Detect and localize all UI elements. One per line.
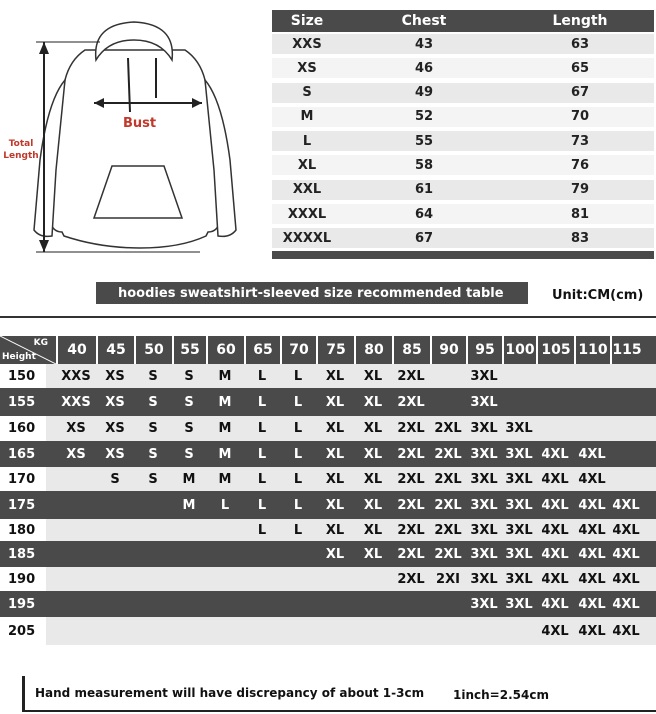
size-recommendation-cell xyxy=(316,617,354,645)
kg-header-70: 70 xyxy=(280,336,316,364)
kg-header-50: 50 xyxy=(134,336,172,364)
size-recommendation-cell: S xyxy=(148,471,158,487)
size-recommendation-cell: 4XL xyxy=(612,497,640,513)
size-recommendation-cell xyxy=(280,541,316,567)
row-spacer xyxy=(46,491,56,519)
size-recommendation-cell: M xyxy=(218,421,232,436)
row-spacer xyxy=(46,441,56,467)
size-recommendation-cell: XS xyxy=(105,394,125,410)
size-recommendation-cell xyxy=(56,519,96,541)
size-recommendation-cell: 3XL xyxy=(505,522,533,538)
size-recommendation-cell xyxy=(280,617,316,645)
size-recommendation-cell xyxy=(206,541,244,567)
size-recommendation-cell: 4XL xyxy=(541,471,569,487)
size-recommendation-cell xyxy=(536,416,574,441)
size-recommendation-cell: S xyxy=(148,446,158,462)
size-recommendation-cell: 3XL xyxy=(470,446,498,462)
size-recommendation-cell: 3XL xyxy=(505,497,533,513)
height-label: 150 xyxy=(0,364,46,388)
size-recommendation-cell: L xyxy=(293,368,303,384)
size-recommendation-cell: 4XL xyxy=(541,522,569,538)
size-recommendation-cell: 4XL xyxy=(578,522,606,538)
size-recommendation-cell: 4XL xyxy=(578,497,606,513)
length-cell: 67 xyxy=(506,83,654,103)
size-recommendation-cell xyxy=(134,491,172,519)
size-chart-table xyxy=(272,10,654,259)
size-recommendation-cell xyxy=(56,467,96,491)
size-recommendation-cell: M xyxy=(218,368,232,384)
size-recommendation-cell: 4XL xyxy=(612,546,640,562)
size-recommendation-cell xyxy=(610,416,642,441)
size-cell: XL xyxy=(272,155,342,175)
size-recommendation-cell: L xyxy=(293,471,303,487)
size-cell: M xyxy=(272,107,342,127)
size-recommendation-cell: 4XL xyxy=(612,596,640,612)
size-recommendation-cell: L xyxy=(293,522,303,538)
header-length: Length xyxy=(552,13,608,29)
row-spacer xyxy=(46,467,56,491)
size-recommendation-cell xyxy=(316,567,354,591)
size-recommendation-cell: 4XL xyxy=(612,571,640,587)
size-recommendation-cell xyxy=(56,541,96,567)
height-row xyxy=(0,416,656,441)
size-recommendation-cell: XS xyxy=(66,421,86,436)
size-recommendation-cell: 4XL xyxy=(541,546,569,562)
size-recommendation-cell xyxy=(610,364,642,388)
size-recommendation-cell xyxy=(96,519,134,541)
size-recommendation-cell: 4XL xyxy=(578,596,606,612)
size-recommendation-cell: 3XL xyxy=(505,546,533,562)
chest-cell: 46 xyxy=(342,58,506,78)
size-recommendation-cell: M xyxy=(182,497,196,513)
size-recommendation-cell xyxy=(134,617,172,645)
divider xyxy=(0,316,656,318)
size-recommendation-cell: L xyxy=(220,497,230,513)
size-recommendation-cell xyxy=(96,617,134,645)
size-recommendation-cell xyxy=(172,591,206,617)
size-recommendation-cell xyxy=(316,591,354,617)
size-cell: XS xyxy=(272,58,342,78)
size-recommendation-cell: M xyxy=(218,394,232,410)
height-row xyxy=(0,567,656,591)
size-recommendation-cell: XL xyxy=(325,497,345,513)
size-recommendation-cell xyxy=(134,567,172,591)
height-row xyxy=(0,491,656,519)
size-recommendation-cell: L xyxy=(293,497,303,513)
size-recommendation-cell: 2XL xyxy=(434,471,462,487)
length-cell: 63 xyxy=(506,34,654,54)
size-recommendation-cell: S xyxy=(148,421,158,436)
size-row xyxy=(272,81,654,105)
height-label: 160 xyxy=(0,416,46,441)
size-recommendation-cell: 2XI xyxy=(436,571,460,587)
kg-header-85: 85 xyxy=(392,336,430,364)
kg-header-80: 80 xyxy=(354,336,392,364)
size-cell: XXL xyxy=(272,180,342,200)
kg-header-115: 115 xyxy=(610,336,642,364)
size-recommendation-cell xyxy=(574,388,610,416)
size-recommendation-cell xyxy=(502,364,536,388)
size-recommendation-cell xyxy=(574,364,610,388)
size-recommendation-cell: 3XL xyxy=(470,471,498,487)
size-recommendation-cell: 4XL xyxy=(541,571,569,587)
size-recommendation-cell: 2XL xyxy=(397,394,425,410)
size-recommendation-cell xyxy=(244,567,280,591)
size-recommendation-cell: 2XL xyxy=(434,446,462,462)
size-recommendation-cell: 2XL xyxy=(397,368,425,384)
header-chest: Chest xyxy=(401,13,447,29)
size-recommendation-cell: 2XL xyxy=(397,446,425,462)
kg-header-105: 105 xyxy=(536,336,574,364)
size-recommendation-cell: 2XL xyxy=(397,497,425,513)
size-recommendation-cell: 3XL xyxy=(505,471,533,487)
size-recommendation-cell: XXS xyxy=(61,394,91,410)
size-recommendation-cell: 4XL xyxy=(612,522,640,538)
size-recommendation-cell: S xyxy=(184,446,194,462)
kg-header-45: 45 xyxy=(96,336,134,364)
size-recommendation-cell: L xyxy=(257,497,267,513)
footer-note xyxy=(22,676,656,712)
size-recommendation-cell xyxy=(172,519,206,541)
size-recommendation-cell xyxy=(392,617,430,645)
kg-header-75: 75 xyxy=(316,336,354,364)
height-label: 175 xyxy=(0,491,46,519)
size-recommendation-cell xyxy=(610,441,642,467)
kg-header-65: 65 xyxy=(244,336,280,364)
size-recommendation-cell: S xyxy=(184,394,194,410)
size-recommendation-cell: XL xyxy=(363,446,383,462)
height-row xyxy=(0,441,656,467)
row-spacer xyxy=(46,541,56,567)
size-recommendation-cell xyxy=(354,567,392,591)
size-recommendation-cell xyxy=(206,617,244,645)
size-recommendation-cell: S xyxy=(110,471,120,487)
height-label: 165 xyxy=(0,441,46,467)
kg-header-90: 90 xyxy=(430,336,466,364)
header-size: Size xyxy=(290,13,324,29)
height-row xyxy=(0,467,656,491)
size-row xyxy=(272,226,654,250)
size-recommendation-cell xyxy=(134,591,172,617)
size-chart-footer-bar xyxy=(272,251,654,259)
size-recommendation-cell xyxy=(134,541,172,567)
size-recommendation-cell: XL xyxy=(325,446,345,462)
inch-conversion: 1inch=2.54cm xyxy=(453,688,549,702)
chest-cell: 49 xyxy=(342,83,506,103)
size-recommendation-cell: XS xyxy=(105,421,125,436)
row-spacer xyxy=(46,364,56,388)
size-recommendation-cell xyxy=(536,388,574,416)
size-recommendation-cell: 4XL xyxy=(541,596,569,612)
size-recommendation-cell: 4XL xyxy=(541,623,569,639)
size-recommendation-cell: XL xyxy=(325,394,345,410)
size-recommendation-cell: XL xyxy=(363,522,383,538)
size-recommendation-cell: 3XL xyxy=(505,596,533,612)
height-row xyxy=(0,591,656,617)
height-row xyxy=(0,519,656,541)
grid-corner xyxy=(0,336,56,364)
kg-header-60: 60 xyxy=(206,336,244,364)
size-recommendation-cell xyxy=(280,591,316,617)
size-recommendation-cell xyxy=(610,388,642,416)
size-recommendation-cell: 3XL xyxy=(470,596,498,612)
length-cell: 70 xyxy=(506,107,654,127)
size-recommendation-cell: S xyxy=(148,394,158,410)
size-recommendation-cell xyxy=(392,591,430,617)
size-recommendation-cell xyxy=(206,567,244,591)
size-recommendation-cell xyxy=(96,541,134,567)
height-row xyxy=(0,541,656,567)
size-recommendation-cell: XL xyxy=(325,368,345,384)
size-cell: XXXL xyxy=(272,204,342,224)
size-recommendation-cell xyxy=(430,617,466,645)
height-row xyxy=(0,388,656,416)
size-recommendation-cell: 4XL xyxy=(578,471,606,487)
total-length-label: Total Length xyxy=(3,139,39,161)
size-recommendation-cell xyxy=(206,519,244,541)
size-recommendation-cell: 2XL xyxy=(397,471,425,487)
size-recommendation-cell: L xyxy=(257,471,267,487)
size-recommendation-cell: 2XL xyxy=(434,421,462,436)
size-recommendation-cell: 4XL xyxy=(541,446,569,462)
kg-header-100: 100 xyxy=(502,336,536,364)
height-label: 155 xyxy=(0,388,46,416)
size-recommendation-cell: 4XL xyxy=(578,546,606,562)
size-recommendation-cell: M xyxy=(182,471,196,487)
size-recommendation-cell xyxy=(430,364,466,388)
corner-kg-label: KG xyxy=(33,338,48,348)
size-recommendation-cell: 4XL xyxy=(578,623,606,639)
size-recommendation-cell: XL xyxy=(363,394,383,410)
size-recommendation-cell: XL xyxy=(325,546,345,562)
size-cell: L xyxy=(272,131,342,151)
size-recommendation-cell: 2XL xyxy=(434,497,462,513)
kg-header-110: 110 xyxy=(574,336,610,364)
size-recommendation-cell: 3XL xyxy=(505,446,533,462)
row-spacer xyxy=(46,591,56,617)
size-recommendation-cell: 4XL xyxy=(541,497,569,513)
size-recommendation-cell: L xyxy=(293,394,303,410)
size-recommendation-cell xyxy=(96,591,134,617)
chest-cell: 52 xyxy=(342,107,506,127)
size-recommendation-cell: 4XL xyxy=(612,623,640,639)
size-recommendation-cell xyxy=(244,591,280,617)
chest-cell: 55 xyxy=(342,131,506,151)
kg-header-95: 95 xyxy=(466,336,502,364)
size-recommendation-cell: XS xyxy=(66,446,86,462)
size-row xyxy=(272,153,654,177)
size-row xyxy=(272,56,654,80)
size-recommendation-cell xyxy=(610,467,642,491)
size-chart-header xyxy=(272,10,654,32)
size-recommendation-cell: L xyxy=(293,446,303,462)
row-spacer xyxy=(46,519,56,541)
size-recommendation-cell: 2XL xyxy=(434,546,462,562)
size-row xyxy=(272,202,654,226)
size-row xyxy=(272,178,654,202)
height-label: 190 xyxy=(0,567,46,591)
size-recommendation-cell: XL xyxy=(325,471,345,487)
size-recommendation-cell: S xyxy=(184,421,194,436)
size-cell: XXS xyxy=(272,34,342,54)
row-spacer xyxy=(46,617,56,645)
recommendation-grid xyxy=(0,336,656,645)
size-recommendation-cell: 3XL xyxy=(470,522,498,538)
size-recommendation-cell xyxy=(574,416,610,441)
size-recommendation-cell: S xyxy=(148,368,158,384)
size-recommendation-cell: 2XL xyxy=(397,421,425,436)
size-recommendation-cell: 3XL xyxy=(470,571,498,587)
height-label: 180 xyxy=(0,519,46,541)
hoodie-illustration xyxy=(0,0,265,265)
size-recommendation-cell: 2XL xyxy=(397,546,425,562)
height-label: 185 xyxy=(0,541,46,567)
size-recommendation-cell xyxy=(134,519,172,541)
size-cell: S xyxy=(272,83,342,103)
size-recommendation-cell xyxy=(244,617,280,645)
size-recommendation-cell xyxy=(56,591,96,617)
size-recommendation-cell: XS xyxy=(105,368,125,384)
size-recommendation-cell xyxy=(56,491,96,519)
size-recommendation-cell: XL xyxy=(325,421,345,436)
length-cell: 65 xyxy=(506,58,654,78)
chest-cell: 43 xyxy=(342,34,506,54)
size-recommendation-cell xyxy=(502,617,536,645)
chest-cell: 64 xyxy=(342,204,506,224)
kg-header-40: 40 xyxy=(56,336,96,364)
kg-header-55: 55 xyxy=(172,336,206,364)
length-cell: 76 xyxy=(506,155,654,175)
size-recommendation-cell xyxy=(466,617,502,645)
row-spacer xyxy=(46,388,56,416)
measurement-note: Hand measurement will have discrepancy of about 1-3cm xyxy=(35,686,425,700)
chest-cell: 67 xyxy=(342,228,506,248)
row-spacer xyxy=(46,567,56,591)
height-row xyxy=(0,617,656,645)
size-recommendation-cell xyxy=(172,567,206,591)
size-recommendation-cell: 3XL xyxy=(505,571,533,587)
size-recommendation-cell: M xyxy=(218,471,232,487)
size-row xyxy=(272,105,654,129)
corner-height-label: Height xyxy=(2,352,36,362)
size-recommendation-cell: 3XL xyxy=(470,421,498,436)
size-recommendation-cell: 3XL xyxy=(470,497,498,513)
size-recommendation-cell: S xyxy=(184,368,194,384)
unit-label: Unit:CM(cm) xyxy=(552,288,644,303)
bust-label: Bust xyxy=(123,116,157,131)
size-recommendation-cell xyxy=(502,388,536,416)
size-recommendation-cell: 2XL xyxy=(397,571,425,587)
size-recommendation-cell xyxy=(354,617,392,645)
size-recommendation-cell: XL xyxy=(363,497,383,513)
height-label: 170 xyxy=(0,467,46,491)
size-recommendation-cell xyxy=(430,388,466,416)
section-title: hoodies sweatshirt-sleeved size recommended table xyxy=(96,282,528,304)
size-recommendation-cell xyxy=(96,491,134,519)
size-recommendation-cell: XS xyxy=(105,446,125,462)
size-recommendation-cell: L xyxy=(257,522,267,538)
size-recommendation-cell: 3XL xyxy=(505,421,533,436)
size-recommendation-cell: L xyxy=(293,421,303,436)
length-cell: 81 xyxy=(506,204,654,224)
size-recommendation-cell xyxy=(172,617,206,645)
size-recommendation-cell: 3XL xyxy=(470,394,498,410)
height-label: 195 xyxy=(0,591,46,617)
size-recommendation-cell xyxy=(96,567,134,591)
size-recommendation-cell xyxy=(244,541,280,567)
size-recommendation-cell: L xyxy=(257,446,267,462)
size-recommendation-cell: L xyxy=(257,394,267,410)
length-cell: 79 xyxy=(506,180,654,200)
size-recommendation-cell: XXS xyxy=(61,368,91,384)
size-recommendation-cell: XL xyxy=(363,421,383,436)
size-recommendation-cell: XL xyxy=(325,522,345,538)
size-recommendation-cell: 2XL xyxy=(397,522,425,538)
row-spacer xyxy=(46,416,56,441)
size-recommendation-cell xyxy=(280,567,316,591)
size-recommendation-cell xyxy=(206,591,244,617)
size-recommendation-cell: XL xyxy=(363,546,383,562)
size-cell: XXXXL xyxy=(272,228,342,248)
size-recommendation-cell: 3XL xyxy=(470,368,498,384)
size-recommendation-cell: 2XL xyxy=(434,522,462,538)
size-recommendation-cell xyxy=(56,617,96,645)
size-recommendation-cell xyxy=(354,591,392,617)
height-row xyxy=(0,364,656,388)
size-recommendation-cell: 4XL xyxy=(578,446,606,462)
size-row xyxy=(272,129,654,153)
size-recommendation-cell: M xyxy=(218,446,232,462)
length-cell: 73 xyxy=(506,131,654,151)
grid-header xyxy=(0,336,656,364)
size-recommendation-cell: 4XL xyxy=(578,571,606,587)
size-recommendation-cell: XL xyxy=(363,368,383,384)
size-recommendation-cell: XL xyxy=(363,471,383,487)
size-recommendation-cell: L xyxy=(257,421,267,436)
size-recommendation-cell: 3XL xyxy=(470,546,498,562)
size-recommendation-cell xyxy=(536,364,574,388)
chest-cell: 58 xyxy=(342,155,506,175)
length-cell: 83 xyxy=(506,228,654,248)
size-row xyxy=(272,32,654,56)
size-recommendation-cell xyxy=(430,591,466,617)
size-recommendation-cell xyxy=(56,567,96,591)
height-label: 205 xyxy=(0,617,46,645)
chest-cell: 61 xyxy=(342,180,506,200)
size-recommendation-cell: L xyxy=(257,368,267,384)
size-recommendation-cell xyxy=(172,541,206,567)
